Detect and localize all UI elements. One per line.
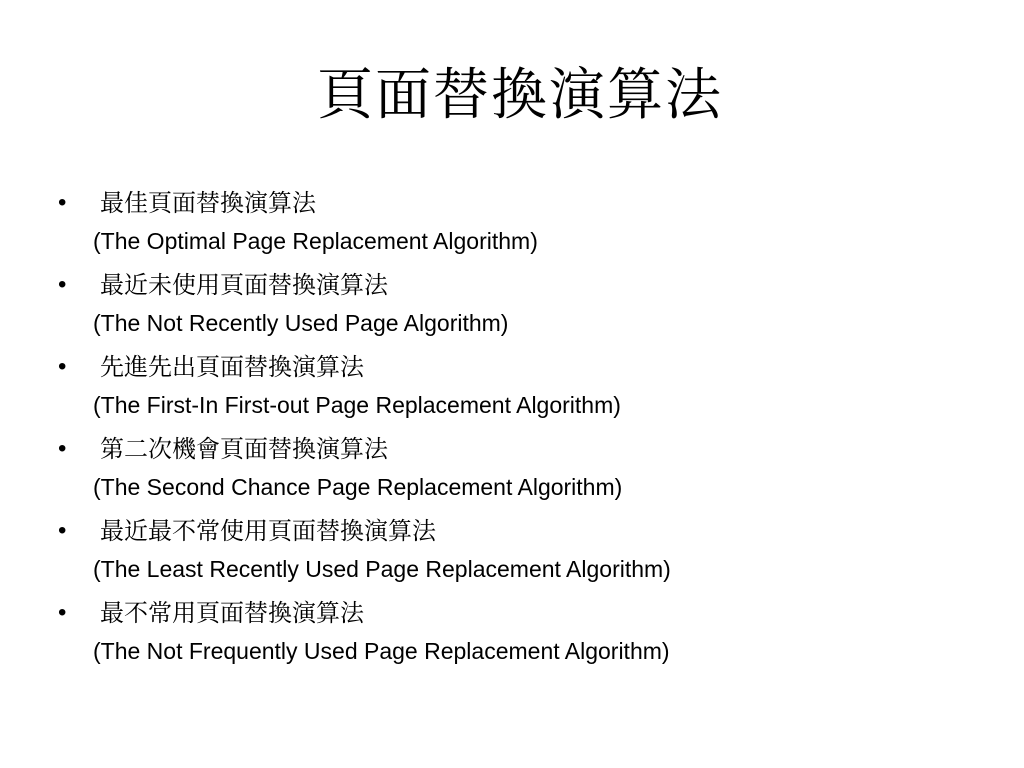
list-item: [58, 511, 998, 593]
bullet-icon: •: [58, 353, 67, 380]
bullet-icon: •: [58, 271, 67, 298]
slide-title: 頁面替換演算法: [317, 63, 723, 128]
bullet-icon: •: [58, 189, 67, 216]
list-item: [58, 265, 998, 347]
list-item: [58, 593, 998, 675]
item-english-text: (The Not Recently Used Page Algorithm): [93, 310, 509, 336]
bullet-list: [58, 183, 998, 675]
item-english-text: (The Optimal Page Replacement Algorithm): [93, 228, 538, 254]
item-chinese-text: 先進先出頁面替換演算法: [100, 353, 364, 381]
bullet-icon: •: [58, 517, 67, 544]
list-item: [58, 429, 998, 511]
bullet-icon: •: [58, 599, 67, 626]
item-english-text: (The First-In First-out Page Replacement Algorithm): [93, 392, 621, 418]
bullet-icon: •: [58, 435, 67, 462]
item-chinese-text: 第二次機會頁面替換演算法: [100, 435, 388, 463]
item-chinese-text: 最不常用頁面替換演算法: [100, 599, 364, 627]
item-english-text: (The Least Recently Used Page Replacement Algorithm): [93, 556, 671, 582]
list-item: [58, 347, 998, 429]
item-chinese-text: 最近最不常使用頁面替換演算法: [100, 517, 436, 545]
item-english-text: (The Not Frequently Used Page Replacement Algorithm): [93, 638, 670, 664]
item-english-text: (The Second Chance Page Replacement Algorithm): [93, 474, 623, 500]
item-chinese-text: 最近未使用頁面替換演算法: [100, 271, 388, 299]
item-chinese-text: 最佳頁面替換演算法: [100, 189, 316, 217]
list-item: [58, 183, 998, 265]
